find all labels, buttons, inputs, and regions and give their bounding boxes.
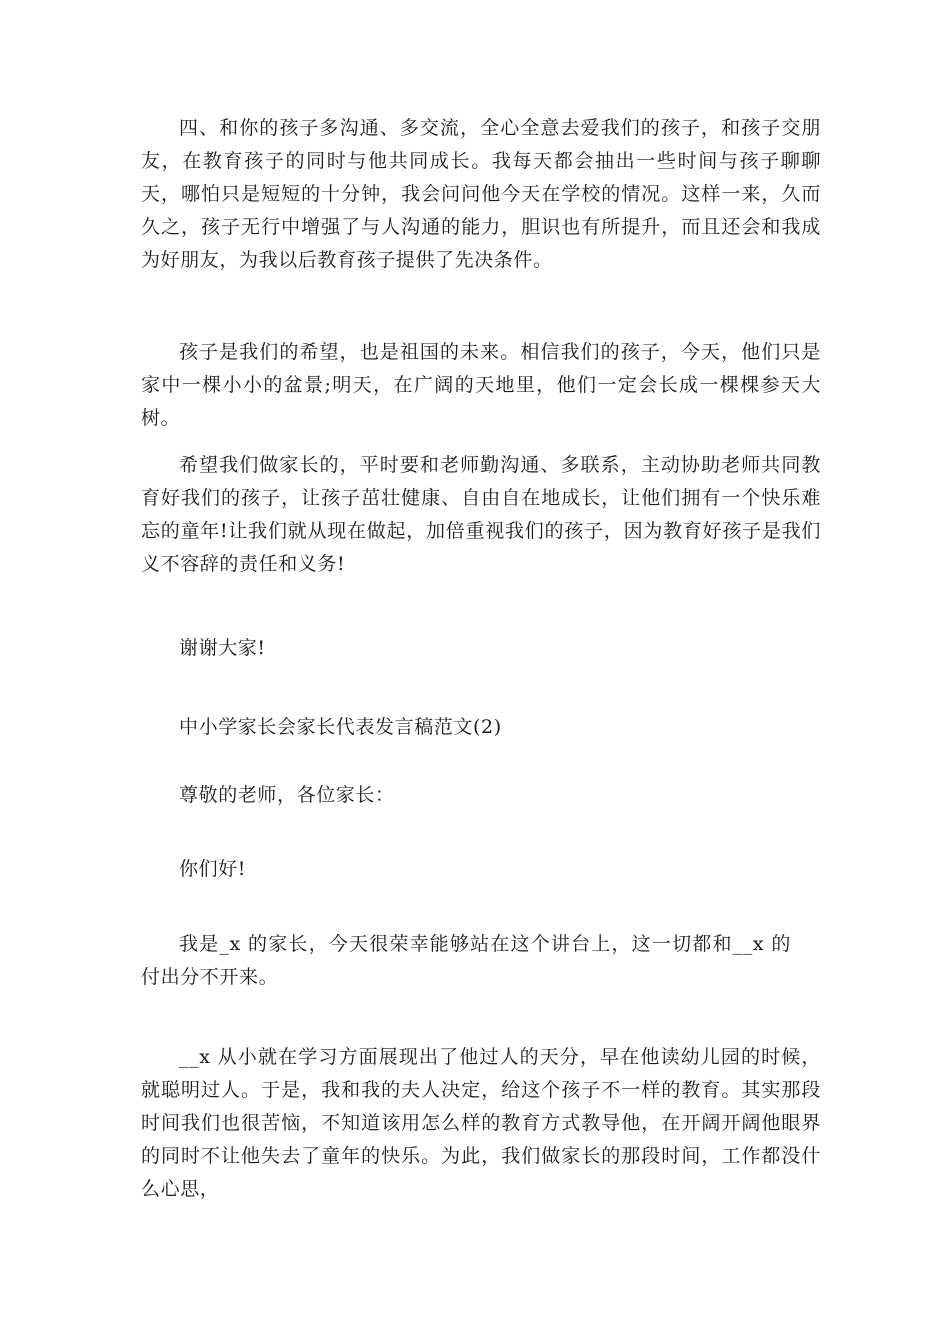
paragraph-communicate: 四、和你的孩子多沟通、多交流，全心全意去爱我们的孩子，和孩子交朋友，在教育孩子的同时与他共同成长。我每天都会抽出一些时间与孩子聊聊天，哪怕只是短短的十分钟，我会问问他今天在学校的情况。这样一来，久而久之，孩子无行中增强了与人沟通的能力，胆识也有所提升，而且还会和我成为好朋友，为我以后教育孩子提供了先决条件。 [141,117,821,271]
salutation: 尊敬的老师，各位家长： [179,784,395,806]
paragraph-introduction: 我是_x 的家长，今天很荣幸能够站在这个讲台上，这一切都和__x 的付出分不开来。 [141,933,791,988]
greeting: 你们好! [179,858,247,880]
paragraph-hope-future: 孩子是我们的希望，也是祖国的未来。相信我们的孩子，今天，他们只是家中一棵小小的盆景;明天，在广阔的天地里，他们一定会长成一棵棵参天大树。 [141,341,821,429]
section-title: 中小学家长会家长代表发言稿范文(2) [179,716,502,738]
paragraph-talent: __x 从小就在学习方面展现出了他过人的天分，早在他读幼儿园的时候，就聪明过人。于是，我和我的夫人决定，给这个孩子不一样的教育。其实那段时间我们也很苦恼，不知道该用怎么样的教育方式教导他，在开阔开阔他眼界的同时不让他失去了童年的快乐。为此，我们做家长的那段时间，工作都没什么心思， [141,1046,821,1200]
thanks-line: 谢谢大家! [179,637,266,659]
paragraph-parents-teachers: 希望我们做家长的，平时要和老师勤沟通、多联系，主动协助老师共同教育好我们的孩子，让孩子茁壮健康、自由自在地成长，让他们拥有一个快乐难忘的童年!让我们就从现在做起，加倍重视我们的孩子，因为教育好孩子是我们义不容辞的责任和义务! [141,454,821,575]
